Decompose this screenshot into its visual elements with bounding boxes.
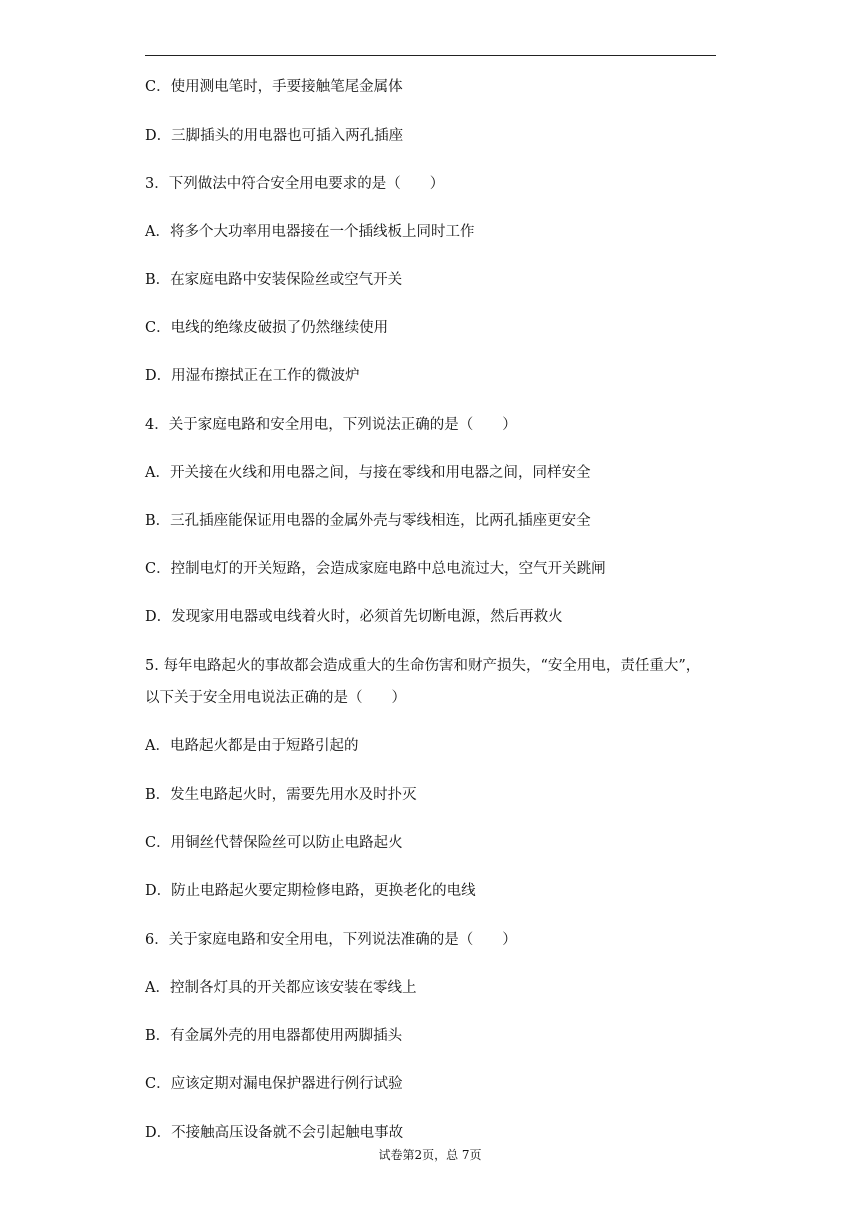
- option-4d: D．发现家用电器或电线着火时，必须首先切断电源，然后再救火: [145, 609, 563, 625]
- option-4c: C．控制电灯的开关短路，会造成家庭电路中总电流过大，空气开关跳闸: [145, 561, 606, 577]
- option-2c: C．使用测电笔时，手要接触笔尾金属体: [145, 79, 403, 95]
- header-rule: [145, 55, 716, 56]
- option-6b: B．有金属外壳的用电器都使用两脚插头: [145, 1028, 403, 1044]
- question-5-line-1: 5. 每年电路起火的事故都会造成重大的生命伤害和财产损失，“安全用电，责任重大”，: [145, 658, 701, 674]
- option-3d: D．用湿布擦拭正在工作的微波炉: [145, 368, 360, 384]
- option-2d: D．三脚插头的用电器也可插入两孔插座: [145, 128, 404, 144]
- option-6a: A．控制各灯具的开关都应该安装在零线上: [145, 980, 417, 996]
- option-6d: D．不接触高压设备就不会引起触电事故: [145, 1125, 404, 1141]
- option-3c: C．电线的绝缘皮破损了仍然继续使用: [145, 320, 389, 336]
- question-4: 4．关于家庭电路和安全用电，下列说法正确的是（ ）: [145, 417, 517, 433]
- option-6c: C．应该定期对漏电保护器进行例行试验: [145, 1076, 403, 1092]
- option-4a: A．开关接在火线和用电器之间，与接在零线和用电器之间，同样安全: [145, 465, 591, 481]
- option-3a: A．将多个大功率用电器接在一个插线板上同时工作: [145, 224, 475, 240]
- question-5-line-2: 以下关于安全用电说法正确的是（ ）: [145, 690, 406, 706]
- option-5b: B．发生电路起火时，需要先用水及时扑灭: [145, 787, 417, 803]
- page-footer: 试卷第2页，总 7页: [378, 1148, 482, 1162]
- question-3: 3．下列做法中符合安全用电要求的是（ ）: [145, 176, 445, 192]
- option-5a: A．电路起火都是由于短路引起的: [145, 738, 359, 754]
- question-6: 6．关于家庭电路和安全用电，下列说法准确的是（ ）: [145, 932, 517, 948]
- option-5d: D．防止电路起火要定期检修电路，更换老化的电线: [145, 883, 476, 899]
- option-5c: C．用铜丝代替保险丝可以防止电路起火: [145, 835, 403, 851]
- option-4b: B．三孔插座能保证用电器的金属外壳与零线相连，比两孔插座更安全: [145, 513, 591, 529]
- option-3b: B．在家庭电路中安装保险丝或空气开关: [145, 272, 403, 288]
